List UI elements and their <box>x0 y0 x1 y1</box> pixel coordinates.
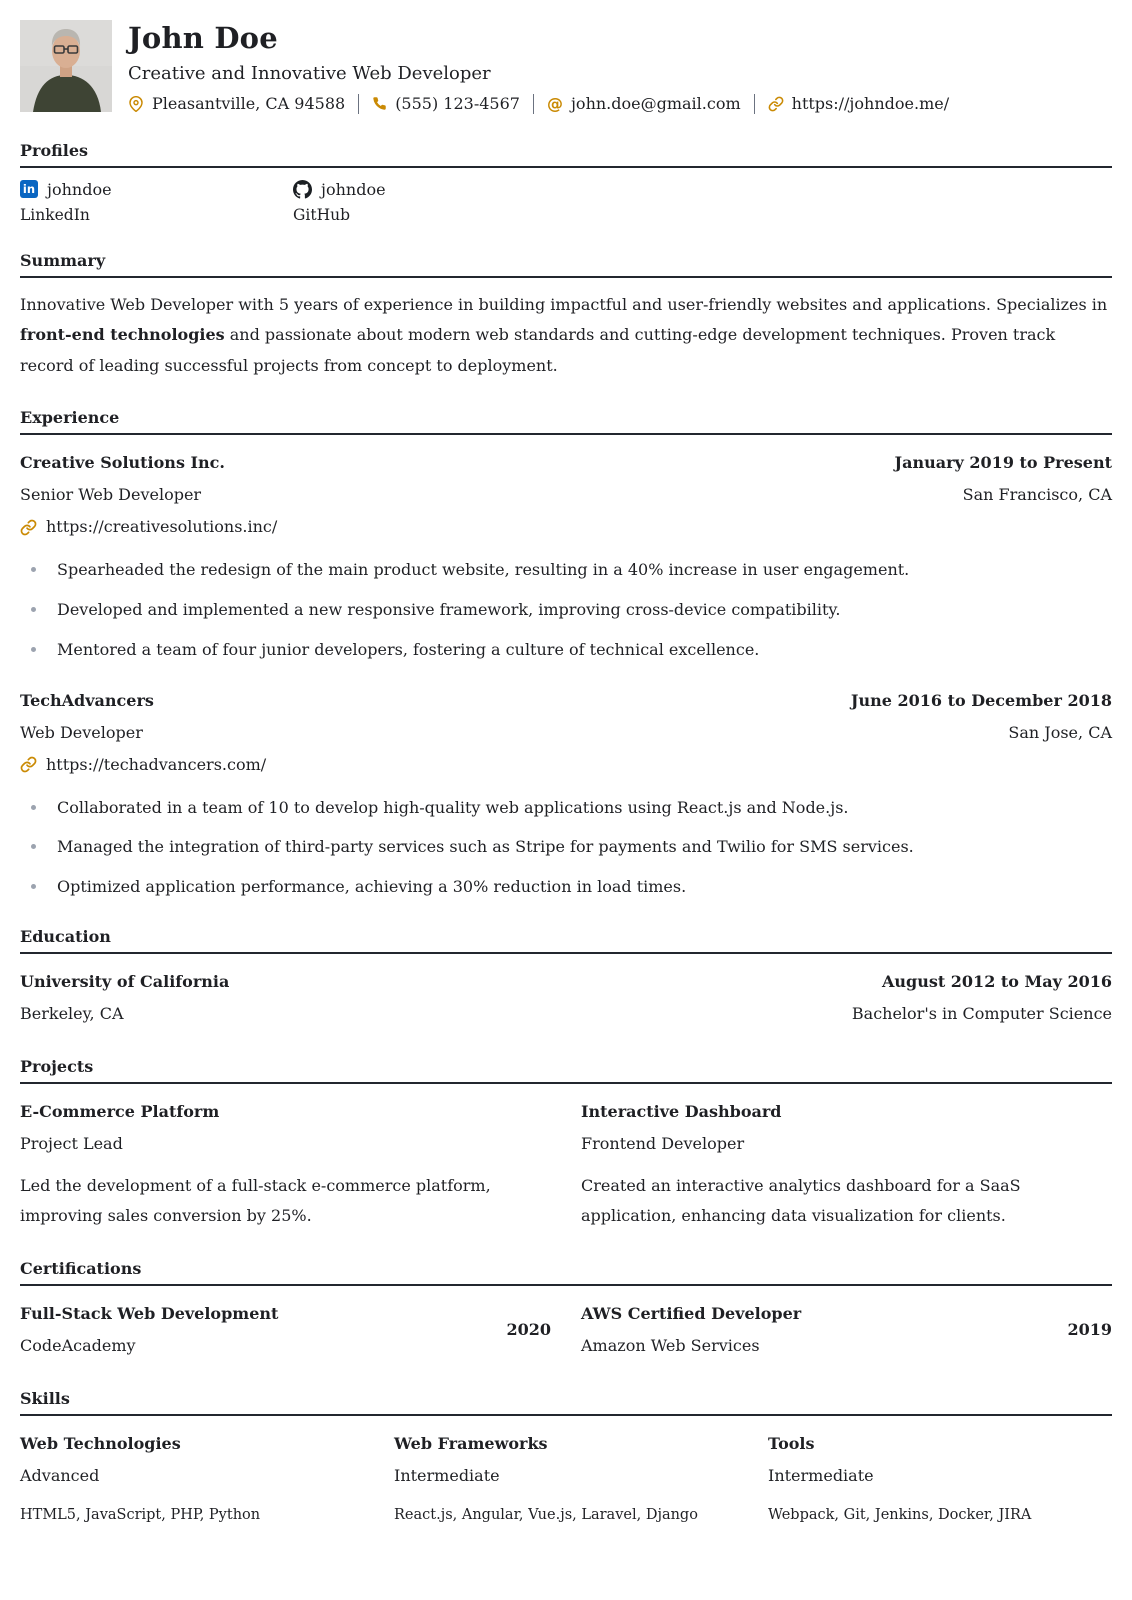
contact-phone <box>372 94 520 113</box>
projects-section-title: Projects <box>20 1057 1112 1084</box>
profiles-grid <box>20 168 1112 224</box>
experience-subtitle-row <box>20 479 1112 511</box>
institution-name: University of California <box>20 971 230 991</box>
profiles-section-title: Profiles <box>20 141 1112 168</box>
education-item <box>20 966 1112 1030</box>
experience-dates: June 2016 to December 2018 <box>850 690 1112 710</box>
certification-year: 2020 <box>506 1320 551 1340</box>
bullet-item: Optimized application performance, achieving a 30% reduction in load times. <box>57 875 1112 900</box>
section-education <box>20 927 1112 1030</box>
skill-keywords: Webpack, Git, Jenkins, Docker, JIRA <box>768 1506 1032 1523</box>
certification-item <box>20 1298 551 1362</box>
portrait-placeholder-image <box>20 20 112 112</box>
github-icon <box>293 180 312 199</box>
phone-text[interactable]: (555) 123-4567 <box>395 94 520 114</box>
section-profiles <box>20 141 1112 224</box>
experience-title-row <box>20 447 1112 479</box>
education-section-title: Education <box>20 927 1112 954</box>
company-name: Creative Solutions Inc. <box>20 453 225 473</box>
summary-text <box>20 290 1112 381</box>
experience-title-row <box>20 685 1112 717</box>
summary-text-part: Innovative Web Developer with 5 years of experience in building impactful and user-friendly websites and applications. Specializes in <box>20 294 1108 314</box>
projects-grid <box>20 1084 1112 1232</box>
project-role: Frontend Developer <box>581 1133 745 1153</box>
skill-item <box>20 1428 364 1527</box>
linkedin-icon: in <box>20 180 38 198</box>
certification-name: Full-Stack Web Development <box>20 1303 279 1323</box>
project-role: Project Lead <box>20 1133 123 1153</box>
section-projects <box>20 1057 1112 1232</box>
email-text[interactable]: john.doe@gmail.com <box>570 94 741 114</box>
link-icon <box>20 519 37 536</box>
at-sign-icon: @ <box>546 93 563 113</box>
project-description: Created an interactive analytics dashboard for a SaaS application, enhancing data visualization for clients. <box>581 1175 1021 1226</box>
experience-url-row <box>20 511 1112 543</box>
company-name: TechAdvancers <box>20 690 154 710</box>
bullet-item: Developed and implemented a new responsive framework, improving cross-device compatibility. <box>57 598 1112 623</box>
certification-info <box>581 1298 801 1362</box>
bullet-item: Managed the integration of third-party services such as Stripe for payments and Twilio for SMS services. <box>57 835 1112 860</box>
bullet-item: Collaborated in a team of 10 to develop high-quality web applications using React.js and Node.js. <box>57 796 1112 821</box>
skill-item <box>394 1428 738 1527</box>
section-experience <box>20 408 1112 900</box>
phone-icon <box>372 96 387 111</box>
contact-divider <box>358 94 359 114</box>
summary-section-title: Summary <box>20 251 1112 278</box>
github-network-label: GitHub <box>293 205 350 224</box>
project-item <box>20 1096 551 1232</box>
project-name: Interactive Dashboard <box>581 1101 782 1121</box>
certifications-section-title: Certifications <box>20 1259 1112 1286</box>
bullet-item: Spearheaded the redesign of the main product website, resulting in a 40% increase in user engagement. <box>57 558 1112 583</box>
degree-name: Bachelor's in Computer Science <box>851 1003 1112 1023</box>
section-skills <box>20 1389 1112 1527</box>
skills-grid <box>20 1416 1112 1527</box>
contact-divider <box>533 94 534 114</box>
section-summary <box>20 251 1112 381</box>
contact-divider <box>754 94 755 114</box>
header-info <box>128 20 949 114</box>
position-title: Web Developer <box>20 722 143 742</box>
experience-bullets <box>20 558 1112 662</box>
position-title: Senior Web Developer <box>20 485 202 505</box>
experience-bullets <box>20 796 1112 900</box>
section-certifications <box>20 1259 1112 1362</box>
skill-level: Advanced <box>20 1465 100 1485</box>
certification-year: 2019 <box>1067 1320 1112 1340</box>
contact-row <box>128 94 949 114</box>
certification-name: AWS Certified Developer <box>581 1303 802 1323</box>
headline: Creative and Innovative Web Developer <box>128 62 491 84</box>
company-url[interactable]: https://creativesolutions.inc/ <box>46 517 278 537</box>
education-location: Berkeley, CA <box>20 1003 124 1023</box>
project-description: Led the development of a full-stack e-commerce platform, improving sales conversion by 25%. <box>20 1175 491 1226</box>
skill-level: Intermediate <box>768 1465 874 1485</box>
website-text[interactable]: https://johndoe.me/ <box>791 94 950 114</box>
contact-email <box>547 94 741 113</box>
skill-name: Tools <box>768 1433 815 1453</box>
experience-section-title: Experience <box>20 408 1112 435</box>
link-icon <box>20 756 37 773</box>
skills-section-title: Skills <box>20 1389 1112 1416</box>
github-username[interactable]: johndoe <box>321 179 386 199</box>
map-pin-icon <box>128 96 144 112</box>
profile-linkedin <box>20 180 293 224</box>
skill-name: Web Technologies <box>20 1433 181 1453</box>
person-name: John Doe <box>128 21 278 55</box>
link-icon <box>768 96 784 112</box>
contact-location <box>128 94 345 113</box>
certifications-grid <box>20 1286 1112 1362</box>
experience-item <box>20 447 1112 662</box>
education-dates: August 2012 to May 2016 <box>881 971 1112 991</box>
company-url[interactable]: https://techadvancers.com/ <box>46 754 267 774</box>
project-item <box>581 1096 1112 1232</box>
profile-username-row <box>293 180 566 199</box>
summary-text-part: and passionate about modern web standards and cutting-edge development techniques. Proven track record of leading successful projects from concept to deployment. <box>20 325 1056 375</box>
experience-location: San Jose, CA <box>1008 722 1112 742</box>
resume-header <box>20 20 1112 114</box>
skill-keywords: React.js, Angular, Vue.js, Laravel, Django <box>394 1506 698 1523</box>
experience-subtitle-row <box>20 717 1112 749</box>
experience-location: San Francisco, CA <box>962 485 1112 505</box>
profile-github <box>293 180 566 224</box>
education-title-row <box>20 966 1112 998</box>
skill-name: Web Frameworks <box>394 1433 548 1453</box>
skill-item <box>768 1428 1112 1527</box>
profile-photo <box>20 20 112 112</box>
location-text: Pleasantville, CA 94588 <box>152 94 346 114</box>
skill-keywords: HTML5, JavaScript, PHP, Python <box>20 1506 261 1523</box>
linkedin-username[interactable]: johndoe <box>47 179 112 199</box>
education-subtitle-row <box>20 998 1112 1030</box>
project-name: E-Commerce Platform <box>20 1101 220 1121</box>
experience-dates: January 2019 to Present <box>894 453 1112 473</box>
certification-info <box>20 1298 278 1362</box>
certification-issuer: CodeAcademy <box>20 1335 136 1355</box>
certification-item <box>581 1298 1112 1362</box>
skill-level: Intermediate <box>394 1465 500 1485</box>
linkedin-network-label: LinkedIn <box>20 205 90 224</box>
bullet-item: Mentored a team of four junior developers, fostering a culture of technical excellence. <box>57 638 1112 663</box>
summary-text-bold: front-end technologies <box>20 325 225 345</box>
experience-url-row <box>20 749 1112 781</box>
contact-website <box>768 94 949 113</box>
experience-item <box>20 685 1112 900</box>
certification-issuer: Amazon Web Services <box>581 1335 760 1355</box>
profile-username-row <box>20 180 293 199</box>
